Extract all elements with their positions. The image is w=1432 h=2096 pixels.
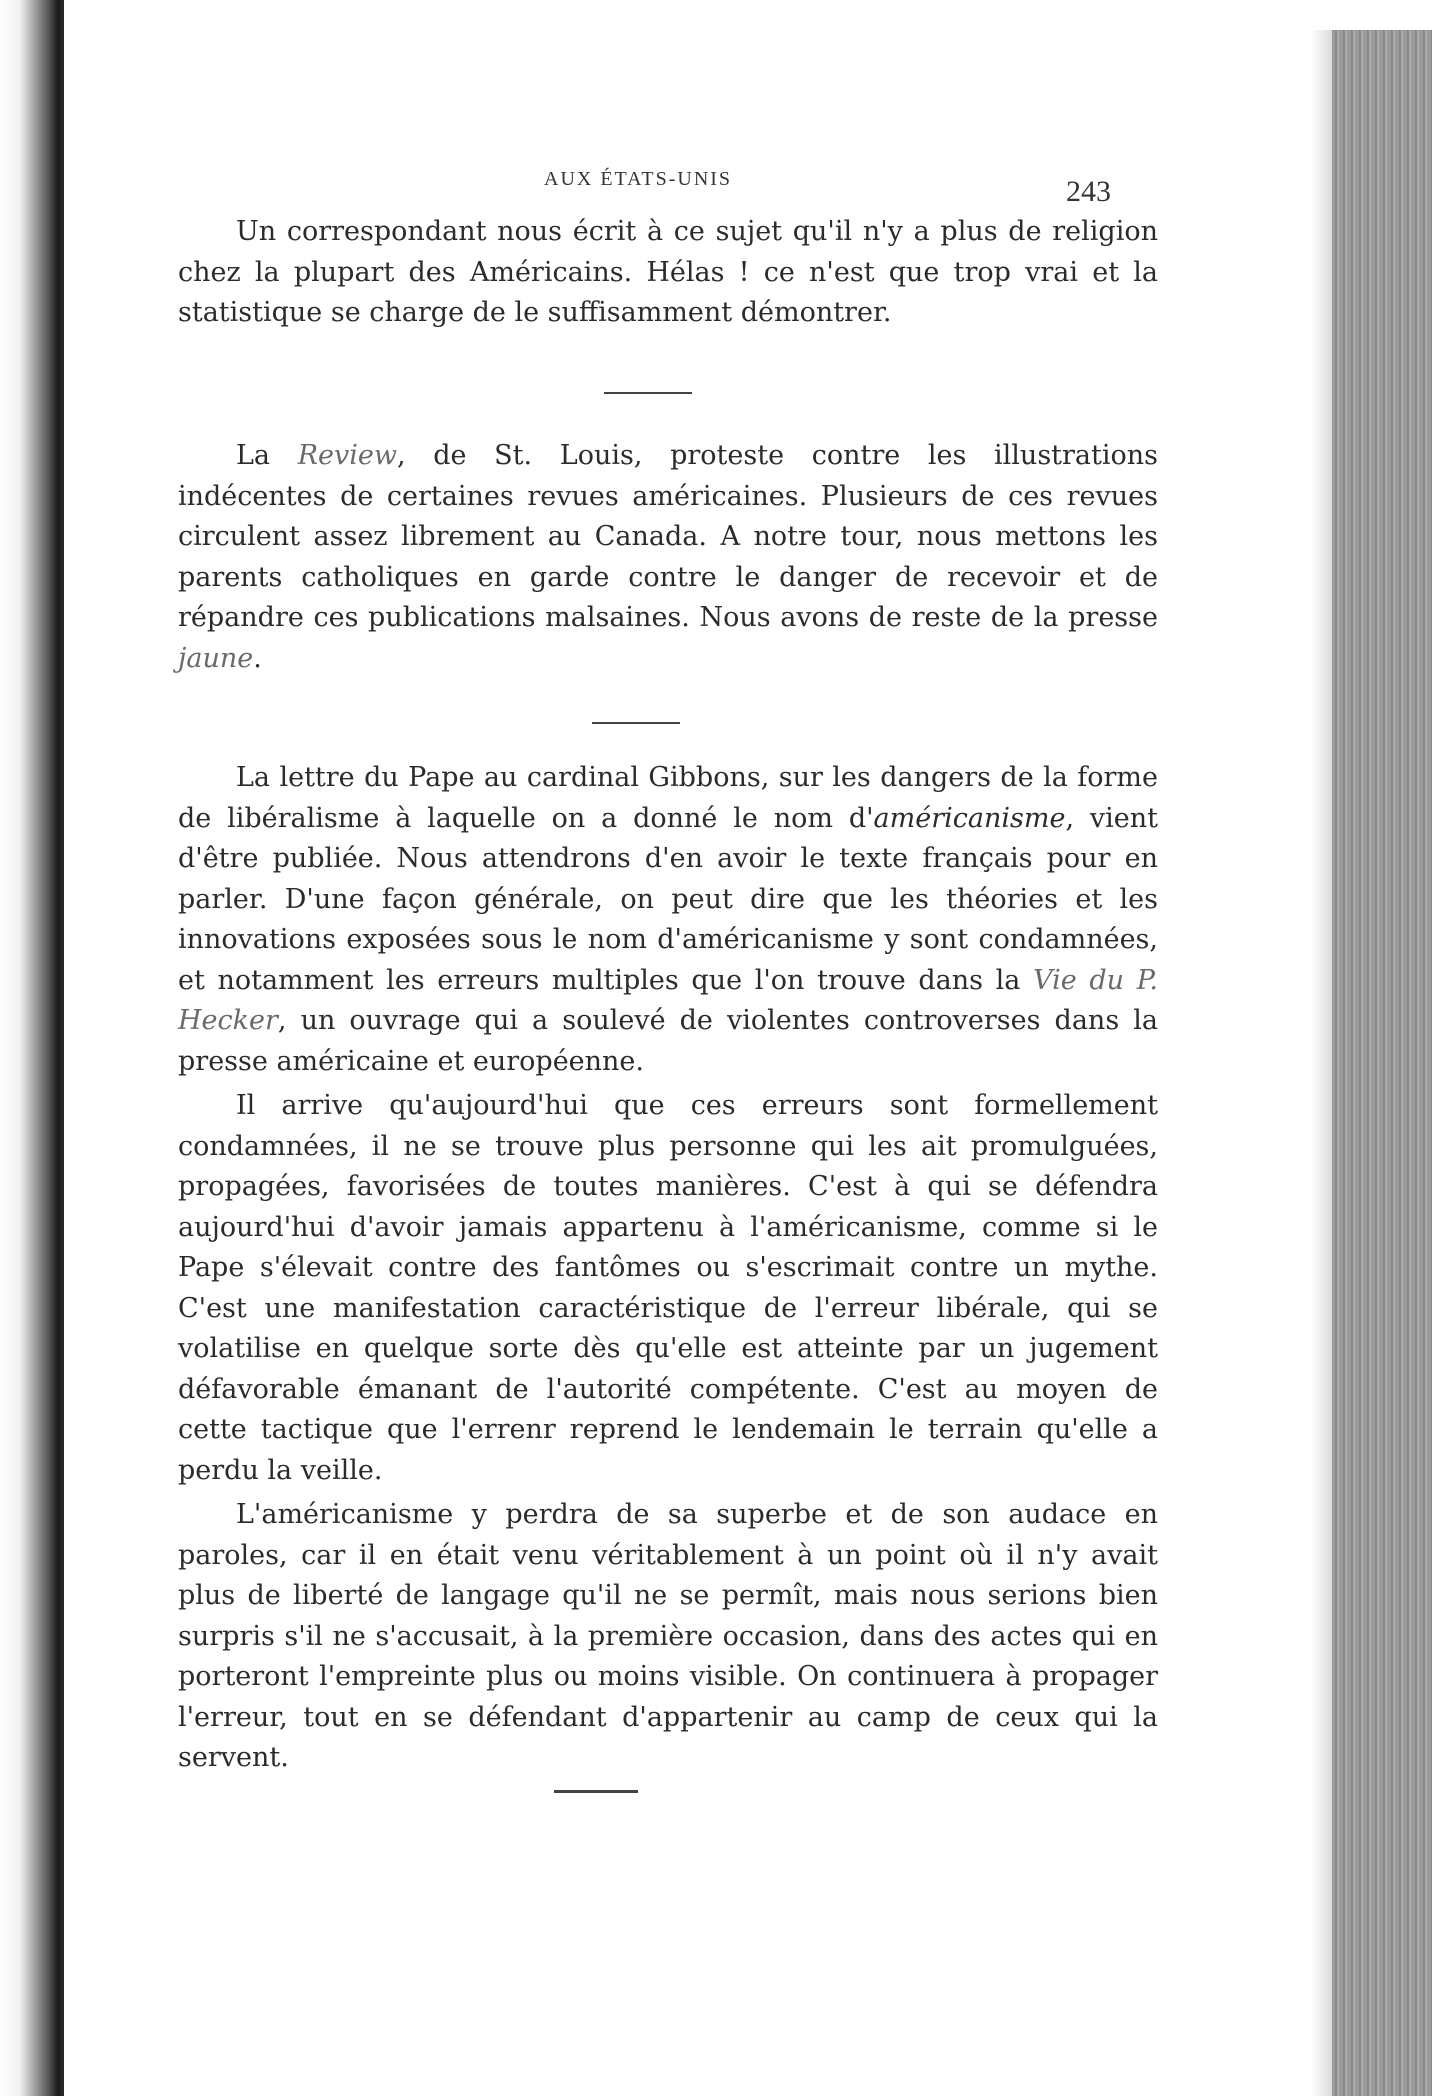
section-2 [178,436,1158,679]
paragraph-lettre-text-end: , un ouvrage qui a soulevé de violentes controverses dans la presse américaine et européenne. [178,1005,1158,1077]
vie-du-p-hecker-title: Vie du P. Hecker [178,964,1158,1036]
paragraph-americanisme-perdra: L'américanisme y perdra de sa superbe et de son audace en paroles, car il en était venu véritablement à un point où il n'y avait plus de liberté de langage qu'il ne se permît, mais nous serions bien surpris s'il ne s'accusait, à la première occasion, dans des actes qui en porteront l'empreinte plus ou moins visible. On continuera à propager l'erreur, tout en se défendant d'appartenir au camp de ceux qui la servent. [178,1499,1158,1773]
paragraph-review-text-start: La [236,440,298,471]
paragraph-lettre-text: , vient d'être publiée. Nous attendrons d'en avoir le texte français pour en parler. D'une façon générale, on peut dire que les théories et les innovations exposées sous le nom d'américanisme y sont condamnées, et notamment les erreurs multiples que l'on trouve dans la [178,802,1158,996]
book-binding-edge [0,0,64,2096]
paragraph-il-arrive: Il arrive qu'aujourd'hui que ces erreurs sont formellement condamnées, il ne se trouve plus personne qui les ait promulguées, propagées, favorisées de toutes manières. C'est à qui se défendra aujourd'hui d'avoir jamais appartenu à l'américanisme, comme si le Pape s'élevait contre des fantômes ou s'escrimait contre un mythe. C'est une manifestation caractéristique de l'erreur libérale, qui se volatilise en quelque sorte dès qu'elle est atteinte par un jugement défavorable émanant de l'autorité compétente. C'est au moyen de cette tactique que l'errenr reprend le lendemain le terrain qu'elle a perdu la veille. [178,1090,1158,1486]
paragraph-lettre-du-pape [178,758,1158,1082]
page-number: 243 [1066,175,1111,208]
running-head: AUX ÉTATS-UNIS [544,168,733,190]
page-stack-edge [1332,30,1432,2096]
americanisme-term: américanisme [873,802,1066,834]
paragraph-review [178,436,1158,679]
end-divider [554,1790,638,1793]
book-page [64,0,1310,2096]
paragraph-correspondant: Un correspondant nous écrit à ce sujet qu'il n'y a plus de religion chez la plupart des Américains. Hélas ! ce n'est que trop vrai et la statistique se charge de le suffisamment démontrer. [178,216,1158,328]
section-1 [178,212,1158,334]
paragraph-review-text-end: . [253,642,262,674]
paragraph-review-text: , de St. Louis, proteste contre les illustrations indécentes de certaines revues américaines. Plusieurs de ces revues circulent assez librement au Canada. A notre tour, nous mettons les parents catholiques en garde contre le danger de recevoir et de répandre ces publications malsaines. Nous avons de reste de la presse [178,440,1159,633]
section-divider-1 [604,392,692,394]
presse-jaune-term: jaune [178,642,254,674]
review-title: Review [297,440,397,471]
section-divider-2 [592,722,680,724]
section-3 [178,758,1158,1779]
page-edge-shadow [1310,30,1334,2096]
paragraph-lettre-text-start: La lettre du Pape au cardinal Gibbons, sur les dangers de la forme de libéralisme à laquelle on a donné le nom d' [178,762,1158,834]
